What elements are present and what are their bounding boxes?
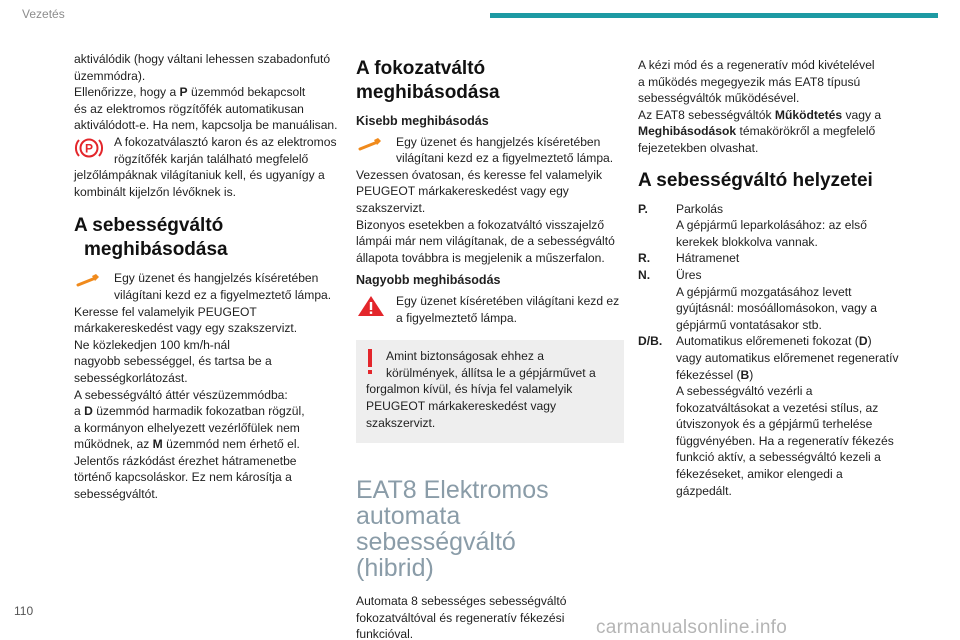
warning-box: Amint biztonságosak ehhez a körülmények, állítsa le a gépjárművet a forgalmon kívül, és hívja fel valamelyik PEUGEOT márkakereskedést vagy szakszervizt. [356, 340, 624, 443]
svg-text:P: P [84, 141, 94, 156]
heading-minor-fault: Kisebb meghibásodás [356, 114, 489, 128]
paragraph-major-fault: Egy üzenet kíséretében világítani kezd ez a figyelmeztető lámpa. [356, 293, 624, 326]
position-item-p: P. Parkolás A gépjármű leparkolásához: az első kerekek blokkolva vannak. [638, 201, 867, 249]
paragraph-gearbox-fault: Egy üzenet és hangjelzés kíséretében világítani kezd ez a figyelmeztető lámpa. Keresse fel valamelyik PEUGEOT márkakereskedést vagy egy szakszervizt. Ne közlekedjen 100 km/h-nál nagyobb sebességgel, és tartsa be a sebességkorlátozást. A sebességváltó áttér vészüzemmódba: a D üzemmód harmadik fokozatban rögzül, a kormányon elhelyezett vezérlőfülek nem működnek, az M üzemmód nem érhető el. Jelentős rázkódást érezhet hátramenetbe történő kapcsoláskor. Ez nem károsítja a sebességváltót. [74, 271, 332, 502]
exclamation-icon [366, 349, 374, 375]
position-item-r: R. Hátramenet [638, 251, 740, 266]
wrench-warning-icon [356, 135, 386, 155]
header-accent-bar [490, 13, 938, 18]
page-number: 110 [14, 604, 34, 618]
paragraph-parking-lamps: P A fokozatválasztó karon és az elektromos rögzítőfék karján található megfelelő jelzőlámpáknak világítaniuk kell, és ugyanígy a kombinált kijelzőn lévőknek is. [74, 134, 337, 199]
paragraph-minor-fault: Egy üzenet és hangjelzés kíséretében világítani kezd ez a figyelmeztető lámpa. Vezessen óvatosan, és keresse fel valamelyik PEUGEOT márkakereskedést vagy egy szakszervizt. Bizonyos esetekben a fokozatváltó visszajelző lámpái már nem világítanak, de a sebességváltó állapota továbbra is megjelenik a műszerfalon. [356, 134, 615, 265]
parking-brake-warning-icon [74, 135, 104, 161]
paragraph-manual-mode: A kézi mód és a regeneratív mód kivételével a működés megegyezik más EAT8 típusú sebességváltók működésével. Az EAT8 sebességváltók Működtetés vagy a Meghibásodások témakörökről a megfelelő fejezetekben olvashat. [638, 58, 882, 155]
heading-eat8: EAT8 Elektromos automata sebességváltó (hibrid) [356, 476, 549, 583]
position-item-n: N. Üres A gépjármű mozgatásához levett gyújtásnál: mosóállomásokon, vagy a gépjármű vontatásakor stb. [638, 267, 877, 332]
heading-major-fault: Nagyobb meghibásodás [356, 273, 501, 288]
position-item-db: D/B. Automatikus előremeneti fokozat (D) vagy automatikus előremenet regeneratív fékezéssel (B) A sebességváltó vezérli a fokozatváltásokat a vezetési stílus, az útviszonyok és a gépjármű terhelése függvényében. Ha a regeneratív fékezés funkció aktív, a sebességváltó kezeli a fékezéseket, amikor elengedi a gázpedált. [638, 334, 899, 498]
heading-gear-positions: A sebességváltó helyzetei [638, 169, 873, 191]
column-middle [356, 51, 624, 640]
heading-gearbox-fault: A sebességváltó meghibásodása [74, 215, 228, 261]
wrench-warning-icon [74, 271, 104, 291]
triangle-alert-icon [356, 294, 386, 318]
paragraph-eat8: Automata 8 sebességes sebességváltó fokozatváltóval és regeneratív fékezési funkcióval. [356, 594, 567, 640]
column-left [74, 51, 346, 503]
paragraph-p-mode: aktiválódik (hogy váltani lehessen szabadonfutó üzemmódra). Ellenőrizze, hogy a P üzemmód bekapcsolt és az elektromos rögzítőfék automatikusan aktiválódott-e. Ha nem, kapcsolja be manuálisan. [74, 52, 338, 133]
section-title: Vezetés [22, 7, 65, 21]
heading-selector-fault: A fokozatváltó meghibásodása [356, 58, 500, 103]
watermark-text: carmanualsonline.info [596, 617, 788, 638]
column-right [638, 51, 900, 499]
